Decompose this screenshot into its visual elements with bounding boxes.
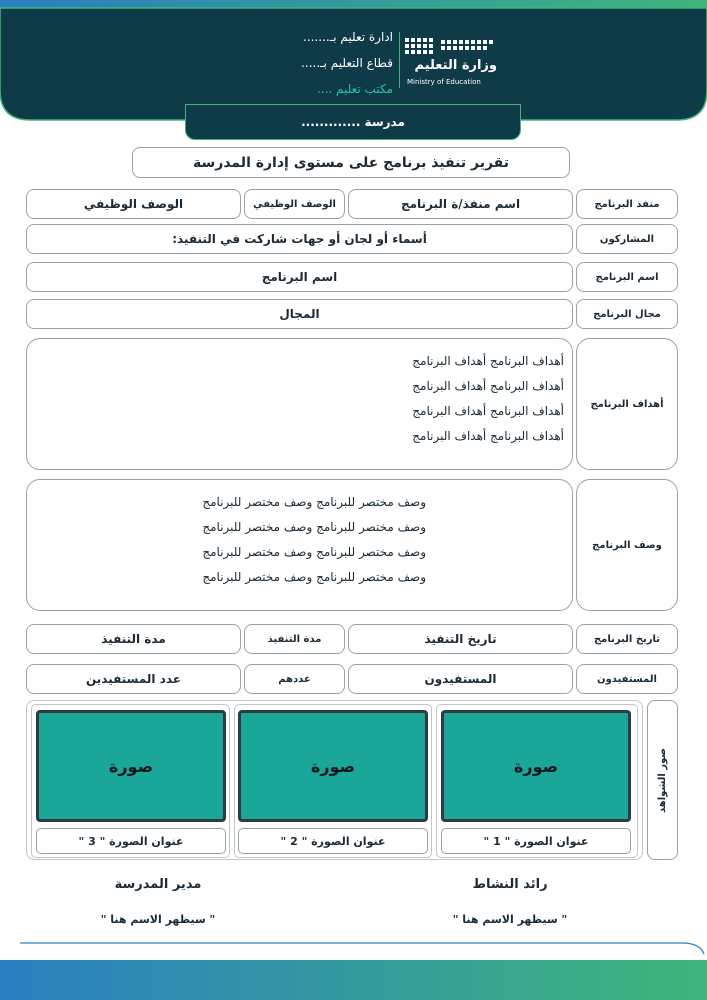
program-name-label-text: اسم البرنامج bbox=[595, 271, 659, 283]
participants-label bbox=[576, 224, 678, 254]
photo-text-1: صورة bbox=[513, 756, 559, 776]
goals-line: أهداف البرنامج أهداف البرنامج bbox=[412, 404, 564, 418]
office-line: مكتب تعليم .... bbox=[316, 82, 393, 96]
executor-label-text: منفذ البرنامج bbox=[594, 198, 660, 210]
sector-line: قطاع التعليم بـ..... bbox=[301, 56, 393, 70]
beneficiaries-label bbox=[576, 664, 678, 694]
date-label-text: تاريخ البرنامج bbox=[593, 633, 661, 645]
program-field-field[interactable] bbox=[26, 299, 573, 329]
admin-line: ادارة تعليم بـ....... bbox=[303, 30, 393, 44]
divider-line bbox=[399, 32, 400, 88]
logo-dots-icon bbox=[405, 36, 495, 58]
count-field[interactable] bbox=[26, 664, 241, 694]
photo-placeholder-1[interactable] bbox=[441, 710, 631, 822]
job-title-label bbox=[244, 189, 345, 219]
description-line: وصف مختصر للبرنامج وصف مختصر للبرنامج bbox=[202, 520, 426, 534]
photo-caption-2[interactable] bbox=[238, 828, 428, 854]
photo-placeholder-3[interactable] bbox=[36, 710, 226, 822]
program-field-label-text: مجال البرنامج bbox=[593, 308, 661, 320]
description-field[interactable] bbox=[26, 479, 573, 611]
goals-line: أهداف البرنامج أهداف البرنامج bbox=[412, 354, 564, 368]
photo-text-2: صورة bbox=[310, 756, 356, 776]
duration-text: مدة التنفيذ bbox=[101, 632, 166, 646]
description-line: وصف مختصر للبرنامج وصف مختصر للبرنامج bbox=[202, 545, 426, 559]
count-label-text: عددهم bbox=[278, 673, 311, 685]
duration-label-text: مدة التنفيذ bbox=[267, 633, 322, 645]
program-name-label bbox=[576, 262, 678, 292]
photo-caption-text-1: عنوان الصورة " 1 " bbox=[483, 834, 589, 848]
activity-leader-name: " سيظهر الاسم هنا " bbox=[452, 913, 568, 926]
photo-placeholder-2[interactable] bbox=[238, 710, 428, 822]
report-title: تقرير تنفيذ برنامج على مستوى إدارة المدرسة bbox=[193, 154, 509, 171]
date-text: تاريخ التنفيذ bbox=[424, 632, 497, 646]
participants-field[interactable] bbox=[26, 224, 573, 254]
description-line: وصف مختصر للبرنامج وصف مختصر للبرنامج bbox=[202, 570, 426, 584]
goals-label bbox=[576, 338, 678, 470]
goals-line: أهداف البرنامج أهداف البرنامج bbox=[412, 379, 564, 393]
job-title-field[interactable] bbox=[26, 189, 241, 219]
principal-title: مدير المدرسة bbox=[114, 877, 202, 892]
logo-english: Ministry of Education bbox=[407, 78, 481, 86]
job-title-label-text: الوصف الوظيفي bbox=[253, 198, 336, 210]
photo-caption-3[interactable] bbox=[36, 828, 226, 854]
beneficiaries-label-text: المستفيدون bbox=[597, 673, 657, 685]
school-tab bbox=[185, 104, 521, 140]
date-field[interactable] bbox=[348, 624, 573, 654]
principal-name: " سيظهر الاسم هنا " bbox=[100, 913, 216, 926]
count-label bbox=[244, 664, 345, 694]
school-label: مدرسة ............. bbox=[301, 115, 405, 129]
duration-field[interactable] bbox=[26, 624, 241, 654]
executor-name-field[interactable] bbox=[348, 189, 573, 219]
photo-caption-text-2: عنوان الصورة " 2 " bbox=[280, 834, 386, 848]
program-field-text: المجال bbox=[279, 307, 320, 321]
executor-label bbox=[576, 189, 678, 219]
description-label bbox=[576, 479, 678, 611]
photo-text-3: صورة bbox=[108, 756, 154, 776]
footer-decoration bbox=[0, 940, 707, 1000]
photo-caption-text-3: عنوان الصورة " 3 " bbox=[78, 834, 184, 848]
description-label-text: وصف البرنامج bbox=[592, 539, 662, 551]
evidence-label-text: صور الشواهد bbox=[657, 747, 668, 813]
duration-label bbox=[244, 624, 345, 654]
goals-field[interactable] bbox=[26, 338, 573, 470]
report-title-box bbox=[132, 147, 570, 178]
participants-text: أسماء أو لجان أو جهات شاركت في التنفيذ: bbox=[172, 232, 427, 246]
job-title-text: الوصف الوظيفي bbox=[83, 197, 184, 211]
ministry-logo bbox=[405, 36, 501, 92]
photo-caption-1[interactable] bbox=[441, 828, 631, 854]
beneficiaries-field[interactable] bbox=[348, 664, 573, 694]
beneficiaries-text: المستفيدون bbox=[424, 672, 497, 686]
activity-leader-title: رائد النشاط bbox=[472, 877, 548, 892]
program-field-label bbox=[576, 299, 678, 329]
date-label bbox=[576, 624, 678, 654]
goals-label-text: أهداف البرنامج bbox=[590, 398, 664, 410]
description-line: وصف مختصر للبرنامج وصف مختصر للبرنامج bbox=[202, 495, 426, 509]
program-name-text: اسم البرنامج bbox=[261, 270, 338, 284]
count-text: عدد المستفيدين bbox=[86, 672, 182, 686]
program-name-field[interactable] bbox=[26, 262, 573, 292]
goals-line: أهداف البرنامج أهداف البرنامج bbox=[412, 429, 564, 443]
executor-name-text: اسم منفذ/ة البرنامج bbox=[400, 197, 521, 211]
participants-label-text: المشاركون bbox=[599, 233, 655, 245]
evidence-label bbox=[647, 700, 678, 860]
logo-arabic: وزارة التعليم bbox=[414, 58, 497, 73]
